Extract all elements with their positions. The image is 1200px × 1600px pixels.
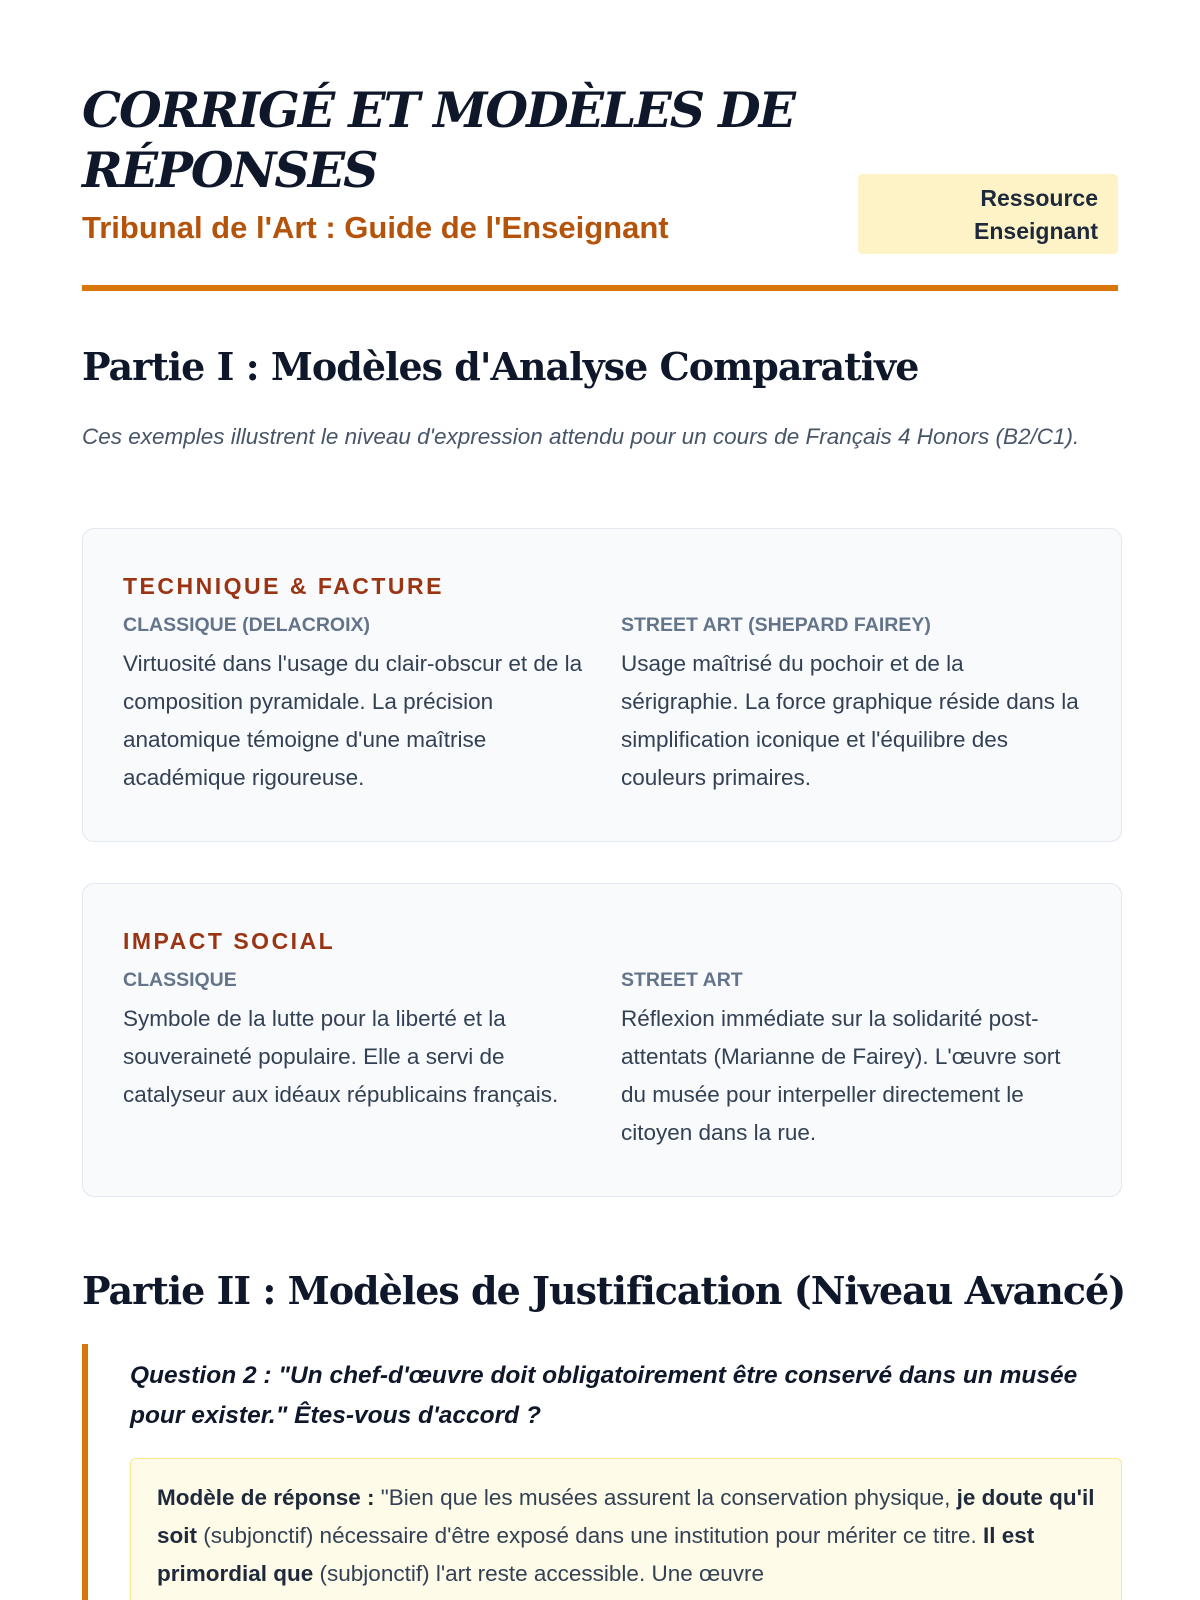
card-title: IMPACT SOCIAL <box>123 928 336 954</box>
answer-text: "Bien que les musées assurent la conservation physique, <box>374 1485 957 1510</box>
page-title: CORRIGÉ ET MODÈLES DE RÉPONSES <box>82 81 795 199</box>
section-intro: Ces exemples illustrent le niveau d'expression attendu pour un cours de Français 4 Honors (B2/C1). <box>82 424 1080 449</box>
answer-text: (subjonctif) nécessaire d'être exposé dans une institution pour mériter ce titre. <box>197 1523 983 1548</box>
column-text: Symbole de la lutte pour la liberté et la souveraineté populaire. Elle a servi de catalyseur aux idéaux républicains français. <box>123 1006 559 1107</box>
column-street-art <box>621 969 1081 1152</box>
resource-badge <box>858 174 1118 254</box>
document-header <box>82 0 1118 291</box>
card-columns <box>123 614 1081 797</box>
column-text: Virtuosité dans l'usage du clair-obscur et de la composition pyramidale. La précision anatomique témoigne d'une maîtrise académique rigoureuse. <box>123 651 583 790</box>
column-text: Usage maîtrisé du pochoir et de la sérigraphie. La force graphique réside dans la simplification iconique et l'équilibre des couleurs primaires. <box>621 651 1079 790</box>
column-label: STREET ART (SHEPARD FAIREY) <box>621 614 931 636</box>
section-title-part-2: Partie II : Modèles de Justification (Niveau Avancé) <box>82 1268 1126 1313</box>
comparison-card-technique <box>82 528 1122 842</box>
column-classique <box>123 969 583 1152</box>
answer-highlight: je doute qu'il soit <box>157 1485 1095 1548</box>
card-columns <box>123 969 1081 1152</box>
answer-label: Modèle de réponse : <box>157 1485 375 1510</box>
answer-text: (subjonctif) l'art reste accessible. Une œuvre <box>313 1561 764 1586</box>
model-answer-box <box>130 1458 1122 1600</box>
badge-line-1: Ressource <box>980 185 1098 211</box>
comparison-card-impact-social <box>82 883 1122 1197</box>
card-title: TECHNIQUE & FACTURE <box>123 573 444 599</box>
column-street-art <box>621 614 1081 797</box>
column-text: Réflexion immédiate sur la solidarité post-attentats (Marianne de Fairey). L'œuvre sort du musée pour interpeller directement le citoyen dans la rue. <box>621 1006 1061 1145</box>
page-subtitle: Tribunal de l'Art : Guide de l'Enseignant <box>82 210 669 245</box>
section-title-part-1: Partie I : Modèles d'Analyse Comparative <box>82 344 919 389</box>
column-label: CLASSIQUE (DELACROIX) <box>123 614 371 636</box>
column-classique <box>123 614 583 797</box>
answer-highlight: Il est primordial que <box>157 1523 1035 1586</box>
column-label: CLASSIQUE <box>123 969 237 991</box>
badge-line-2: Enseignant <box>974 218 1098 244</box>
question-text: Question 2 : "Un chef-d'œuvre doit obligatoirement être conservé dans un musée pour exister." Êtes-vous d'accord ? <box>130 1362 1078 1429</box>
question-block <box>82 1344 1122 1600</box>
column-label: STREET ART <box>621 969 743 991</box>
